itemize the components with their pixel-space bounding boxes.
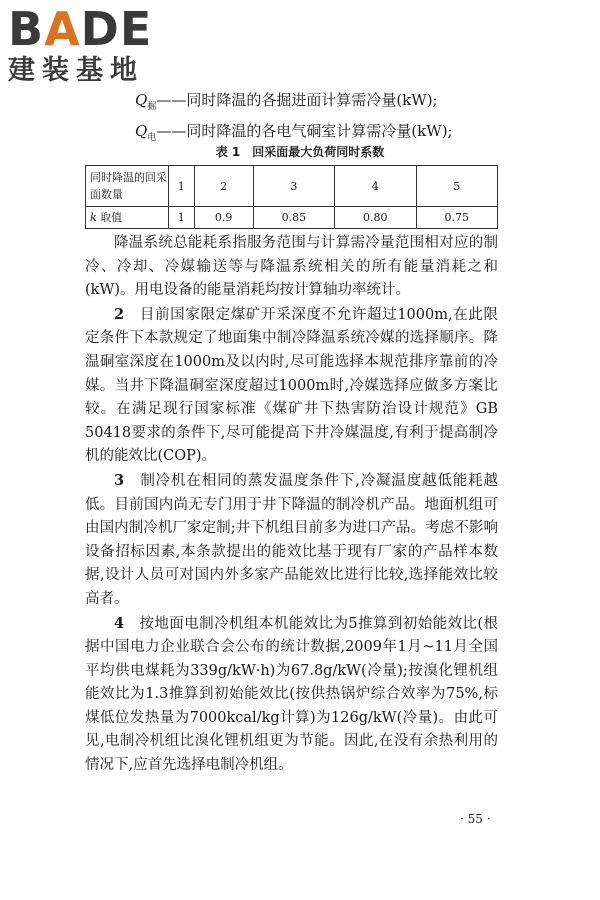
- table-cell: 1: [169, 166, 195, 207]
- paragraph: 2 目前国家限定煤矿开采深度不允许超过1000m,在此限定条件下本款规定了地面集中制冷降温系统冷媒的选择顺序。降温硐室深度在1000m及以内时,尽可能选择本规范排序靠前的冷媒。当井下降温硐室深度超过1000m时,冷媒选择应做多方案比较。在满足现行国家标准《煤矿井下热害防治设计规范》GB 50418要求的条件下,尽可能提高下井冷媒温度,有利于提高制冷机的能效比(COP)。: [85, 305, 499, 465]
- paragraph: 4 按地面电制冷机组本机能效比为5推算到初始能效比(根据中国电力企业联合会公布的统计数据,2009年1月~11月全国平均供电煤耗为339g/kW·h)为67.8g/kW(冷量);按溴化锂机组能效比为1.3推算到初始能效比(按供热锅炉综合效率为75%,标煤低位发热量为7000kcal/kg计算)为126g/kW(冷量)。由此可见,电制冷机组比溴化锂机组更为节能。因此,在没有余热利用的情况下,应首先选择电制冷机组。: [85, 614, 499, 774]
- site-logo: [8, 4, 178, 86]
- body-text: [85, 232, 498, 778]
- table-caption: 表 1 回采面最大负荷同时系数: [215, 145, 385, 159]
- table-cell: 0.9: [194, 207, 253, 229]
- table-row: [86, 166, 498, 207]
- logo-wordmark: BADE: [8, 2, 153, 56]
- table-cell: 0.85: [253, 207, 334, 229]
- table-cell: 5: [416, 166, 498, 207]
- paragraph: 降温系统总能耗系指服务范围与计算需冷量范围相对应的制冷、冷却、冷媒输送等与降温系统相关的所有能量消耗之和(kW)。用电设备的能量消耗均按计算轴功率统计。: [85, 235, 498, 299]
- simultaneity-coefficient-table: [85, 165, 498, 229]
- table-cell: 0.75: [416, 207, 498, 229]
- table-cell: 1: [169, 207, 195, 229]
- symbol-definitions: [135, 88, 453, 150]
- table-cell: 4: [335, 166, 416, 207]
- table-cell: 0.80: [335, 207, 416, 229]
- row-header: k 取值: [86, 207, 169, 229]
- page-number: · 55 ·: [460, 812, 491, 826]
- table-row: [86, 207, 498, 229]
- logo-tagline: 建装基地: [8, 55, 144, 86]
- table-cell: 3: [253, 166, 334, 207]
- table-cell: 2: [194, 166, 253, 207]
- paragraph: 3 制冷机在相同的蒸发温度条件下,冷凝温度越低能耗越低。目前国内尚无专门用于井下降温的制冷机产品。地面机组可由国内制冷机厂家定制;井下机组目前多为进口产品。考虑不影响设备招标因素,本条款提出的能效比基于现有厂家的产品样本数据,设计人员可对国内外多家产品能效比进行比较,选择能效比较高者。: [85, 471, 499, 607]
- definition-row: $Q_掘——$同时降温的各掘进面计算需冷量(kW);: [135, 91, 438, 112]
- row-header: 同时降温的回采面数量: [86, 166, 169, 207]
- definition-row: $Q_电——$同时降温的各电气硐室计算需冷量(kW);: [135, 122, 453, 143]
